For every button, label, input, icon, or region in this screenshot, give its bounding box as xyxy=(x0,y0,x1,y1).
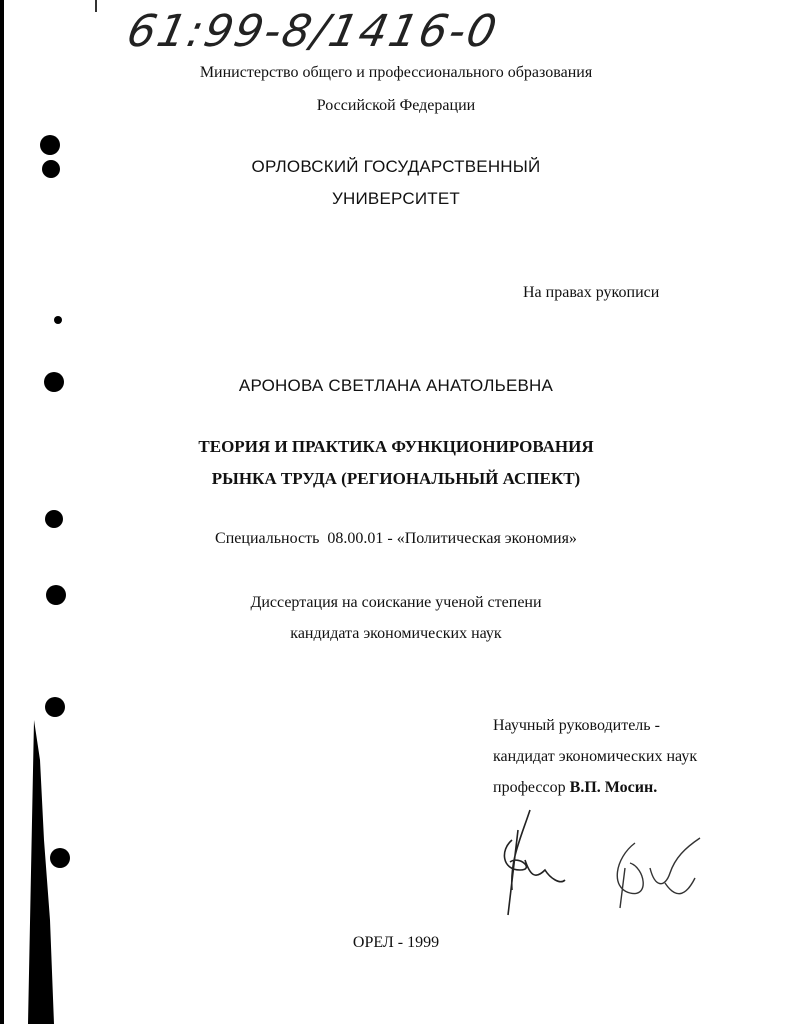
punch-hole xyxy=(44,372,64,392)
binding-shadow xyxy=(28,720,58,1024)
federation-line: Российской Федерации xyxy=(316,97,476,114)
dissertation-line-1: Диссертация на соискание ученой степени xyxy=(250,594,542,611)
thesis-title-line-2: РЫНКА ТРУДА (РЕГИОНАЛЬНЫЙ АСПЕКТ) xyxy=(211,469,581,488)
university-line-2: УНИВЕРСИТЕТ xyxy=(332,189,460,208)
punch-hole xyxy=(45,510,63,528)
dissertation-line-2: кандидата экономических наук xyxy=(290,625,502,642)
supervisor-signature xyxy=(605,828,710,918)
punch-hole xyxy=(46,585,66,605)
author-name: АРОНОВА СВЕТЛАНА АНАТОЛЬЕВНА xyxy=(238,376,554,395)
author-signature xyxy=(490,800,580,920)
supervisor-line-3 xyxy=(493,779,657,797)
handwritten-archive-number: 61:99-8/1416-0 xyxy=(122,6,503,57)
supervisor-line-1: Научный руководитель - xyxy=(493,717,660,734)
supervisor-name: В.П. Мосин. xyxy=(569,779,658,796)
scan-edge xyxy=(0,0,4,1024)
thesis-title-line-1: ТЕОРИЯ И ПРАКТИКА ФУНКЦИОНИРОВАНИЯ xyxy=(198,437,594,456)
punch-hole xyxy=(42,160,60,178)
city-year: ОРЕЛ - 1999 xyxy=(352,934,440,951)
ministry-line: Министерство общего и профессионального образования xyxy=(199,64,593,81)
university-line-1: ОРЛОВСКИЙ ГОСУДАРСТВЕННЫЙ xyxy=(251,157,541,176)
supervisor-line-2: кандидат экономических наук xyxy=(493,748,698,765)
punch-hole xyxy=(40,135,60,155)
supervisor-title: профессор xyxy=(493,779,566,796)
scan-mark xyxy=(95,0,97,12)
specialty-line: Специальность 08.00.01 - «Политическая экономия» xyxy=(215,530,577,547)
rights-note: На правах рукописи xyxy=(523,284,660,301)
punch-hole xyxy=(54,316,62,324)
punch-hole xyxy=(45,697,65,717)
